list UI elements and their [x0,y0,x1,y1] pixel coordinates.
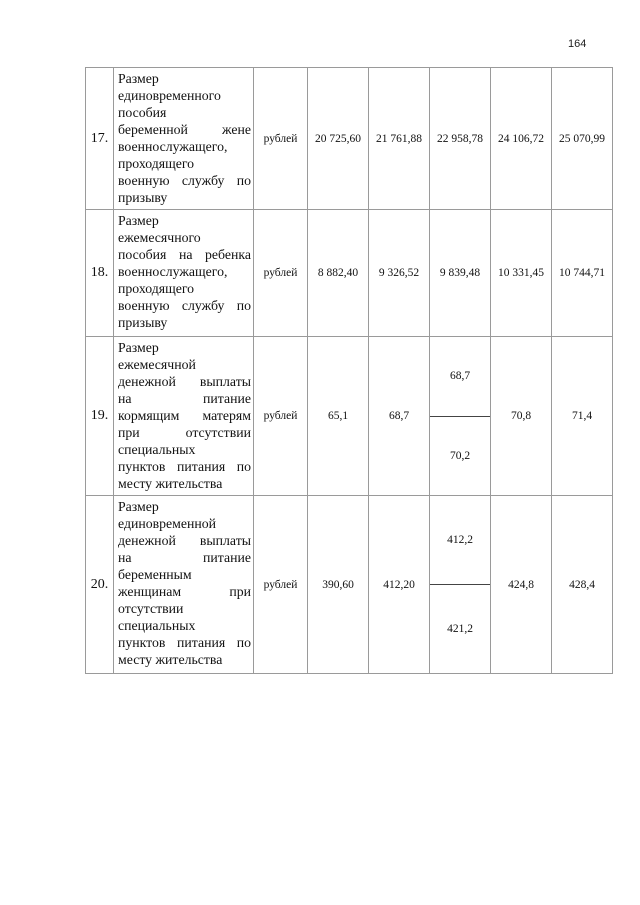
value-cell: 412,20 [369,496,430,674]
unit-cell: рублей [254,68,308,210]
value-cell: 20 725,60 [308,68,369,210]
value-cell: 8 882,40 [308,210,369,337]
value-cell: 9 839,48 [430,210,491,337]
benefits-table [85,67,613,674]
unit-cell: рублей [254,337,308,496]
row-description: Размер ежемесячного пособия на ребенка военнослужащего, проходящего военную службу по призыву [114,210,254,337]
row-description: Размер ежемесячной денежной выплаты на питание кормящим матерям при отсутствии специальных пунктов питания по месту жительства [114,337,254,496]
unit-cell: рублей [254,210,308,337]
value-cell: 21 761,88 [369,68,430,210]
value-cell: 25 070,99 [552,68,613,210]
row-description: Размер единовременного пособия беременной жене военнослужащего, проходящего военную службу по призыву [114,68,254,210]
table-row [86,68,613,210]
value-cell: 71,4 [552,337,613,496]
value-cell: 10 331,45 [491,210,552,337]
split-value-top: 412,2 [430,496,490,585]
value-cell: 428,4 [552,496,613,674]
split-value-cell [430,496,491,674]
unit-cell: рублей [254,496,308,674]
table-row [86,210,613,337]
row-number: 18. [86,210,114,337]
value-cell: 10 744,71 [552,210,613,337]
table-row [86,337,613,496]
value-cell: 424,8 [491,496,552,674]
value-cell: 24 106,72 [491,68,552,210]
split-value-bottom: 70,2 [449,449,471,462]
row-number: 19. [86,337,114,496]
value-cell: 390,60 [308,496,369,674]
split-value-top: 68,7 [430,337,490,417]
value-cell: 70,8 [491,337,552,496]
value-cell: 65,1 [308,337,369,496]
value-cell: 9 326,52 [369,210,430,337]
row-description: Размер единовременной денежной выплаты на питание беременным женщинам при отсутствии специальных пунктов питания по месту жительства [114,496,254,674]
row-number: 20. [86,496,114,674]
row-number: 17. [86,68,114,210]
split-value-bottom: 421,2 [447,623,473,635]
split-value-cell [430,337,491,496]
table-row [86,496,613,674]
value-cell: 68,7 [369,337,430,496]
value-cell: 22 958,78 [430,68,491,210]
page-number: 164 [568,38,587,50]
